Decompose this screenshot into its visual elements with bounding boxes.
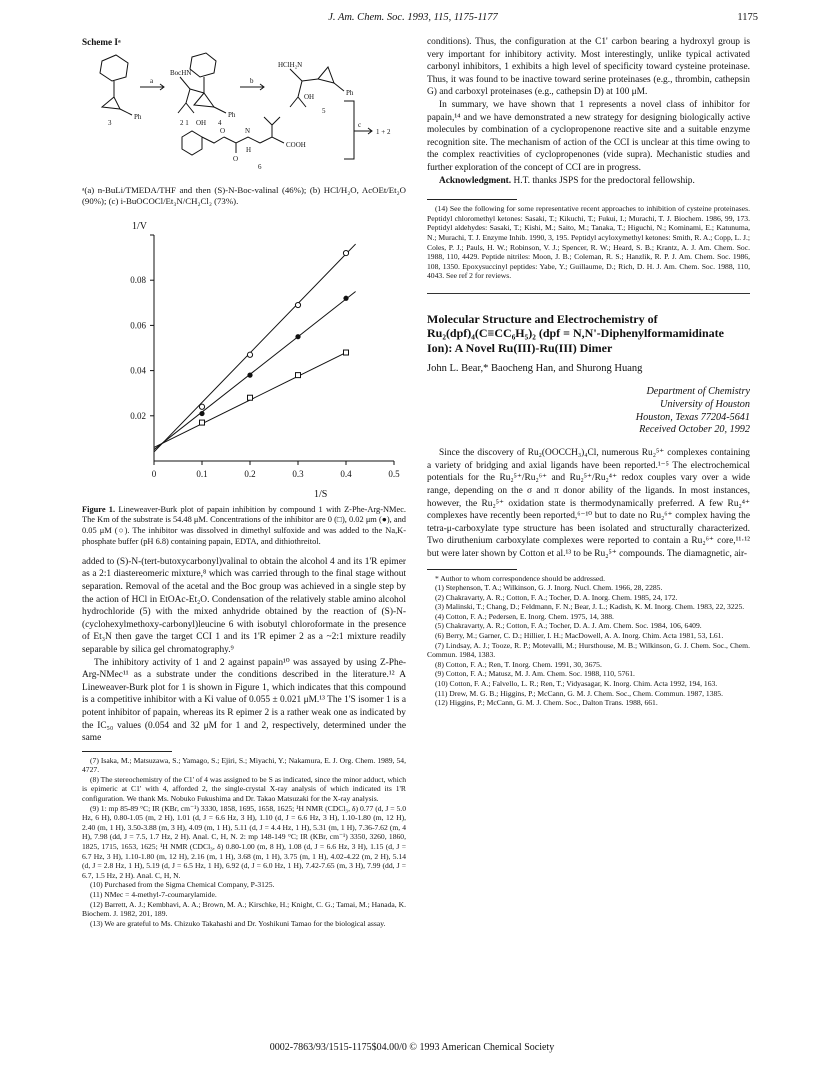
x-tick-label: 0.1 — [196, 468, 208, 479]
data-point-series-2 — [247, 352, 252, 357]
footnote-r4: (4) Cotton, F. A.; Pedersen, E. Inorg. Chem. 1975, 14, 388. — [435, 611, 614, 621]
footnote-7: (7) Isaka, M.; Matsuzawa, S.; Yamago, S.; Ejiri, S.; Miyachi, Y.; Nakamura, E. J. Org. Chem. 1989, 54, 4727. — [82, 755, 406, 775]
hcl-nh2-label: HClH₂N — [278, 60, 303, 69]
acknowledgment — [427, 175, 750, 188]
product-label: 1 + 2 — [376, 127, 391, 136]
article-divider — [427, 293, 750, 294]
footnote-r6: (6) Berry, M.; Garner, C. D.; Hillier, I. H.; MacDowell, A. A. Inorg. Chim. Acta 1981, 53, L61. — [435, 631, 724, 641]
article-authors: John L. Bear,* Baocheng Han, and Shurong Huang — [427, 363, 643, 375]
scheme-title: Scheme Iᵃ — [82, 37, 121, 47]
left-column — [82, 36, 406, 928]
data-point-series-1 — [343, 295, 348, 300]
acknowledgment-text: H.T. thanks JSPS for the predoctoral fellowship. — [513, 175, 695, 186]
left-body-paragraph-2: The inhibitory activity of 1 and 2 against papain¹⁰ was assayed by using Z-Phe-Arg-NMec¹¹ as a substrate under the conditions described in the literature.¹² A Lineweaver-Burk plot for 1 is shown in Figure 1, which indicates that this compound is a competitive inhibitor with a Ki value of 0.055 ± 0.021 μM.¹³ The 1'S isomer 1 is a potent inhibitor of papain, whereas its R epimer 2 is a rather weak one as indicated by the IC₅₀ values (0.054 and 32 μM for 1 and 2, respectively, determined under the same — [82, 657, 406, 744]
left-footnotes — [82, 756, 406, 929]
scheme-caption: ᵃ(a) n-BuLi/TMEDA/THF and then (S)-N-Boc-valinal (46%); (b) HCl/H₂O, AcOEt/Et₂O (90%); (c) i-BuOCOCl/Et₃N/CH₂Cl₂ (73%). — [82, 184, 406, 206]
boc-label: BocHN — [170, 68, 192, 77]
compound-21-label: 2 1 — [180, 118, 189, 127]
data-point-series-0 — [296, 372, 301, 377]
page-footer: 0002-7863/93/1515-1175$04.00/0 © 1993 American Chemical Society — [269, 1042, 555, 1053]
ph-label-5: Ph — [346, 88, 354, 97]
y-tick-label: 0.04 — [130, 365, 146, 376]
step-a-label: a — [150, 76, 154, 85]
footnote-r5: (5) Chakravarty, A. R.; Cotton, F. A.; Tocher, D. A. J. Am. Chem. Soc. 1984, 106, 6409. — [435, 621, 702, 631]
footnote-11: (11) NMec = 4-methyl-7-coumarylamide. — [90, 890, 217, 899]
figure-1-text: Lineweaver-Burk plot of papain inhibition by compound 1 with Z-Phe-Arg-NMec. The Km of the substrate is 54.48 μM. Concentrations of the inhibitor are 0 (□), 0.02 μm (●), and 0.05 μM (○). The inhibitor was dissolved in dimethyl sulfoxide and was added to the Na,K-phosphate buffer (pH 6.8) containing papain, EDTA, and dithiothreitol. — [82, 504, 407, 546]
footnote-r7: (7) Lindsay, A. J.; Tooze, R. P.; Motevalli, M.; Hursthouse, M. B.; Wilkinson, G. J. Chem. Soc., Chem. Commun. 1984, 1383. — [427, 640, 750, 660]
right-column — [427, 36, 750, 708]
step-c-label: c — [358, 120, 362, 129]
x-tick-label: 0.2 — [244, 468, 256, 479]
figure-1-caption — [82, 505, 406, 548]
running-header — [68, 12, 758, 30]
data-point-series-1 — [247, 372, 252, 377]
reaction-scheme — [82, 51, 406, 183]
footnote-12: (12) Barrett, A. J.; Kembhavi, A. A.; Brown, M. A.; Kirschke, H.; Knight, C. G.; Tamai, M.; Hanada, K. Biochem. J. 1982, 201, 189. — [82, 899, 406, 919]
footnote-separator-right — [427, 199, 517, 200]
figure-1-label: Figure 1. — [82, 504, 116, 514]
data-point-series-2 — [343, 250, 348, 255]
affiliation-university: University of Houston — [660, 398, 750, 410]
data-point-series-0 — [200, 420, 205, 425]
affiliation-department: Department of Chemistry — [646, 385, 750, 397]
y-tick-label: 0.06 — [130, 319, 146, 330]
right-footnotes — [427, 574, 750, 708]
step-b-label: b — [250, 76, 254, 85]
article-title: Molecular Structure and Electrochemistry of Ru₂(dpf)₄(C≡CC₆H₅)₂ (dpf = N,N'-Diphenylformamidinate Ion): A Novel Ru(III)-Ru(III) Dimer — [427, 311, 724, 355]
article-body: Since the discovery of Ru₂(OOCCH₃)₄Cl, numerous Ru₂⁵⁺ complexes containing a variety of bridging and axial ligands have been reported.¹⁻⁵ The electrochemical potentials for the Ru₂⁵⁺/Ru₂⁶⁺ and Ru₂⁵⁺/Ru₂⁴⁺ redox couples vary over a wide range, depending on the σ and π donor ability of the ligands. In most instances, however, the Ru₂⁵⁺ oxidation state is thermodynamically preferred. A few Ru₂⁴⁺ complexes have recently been reported,⁶⁻¹⁰ but to date no Ru₂⁶⁺ complex having the tetra-μ-carboxylate type structure has been isolated and structurally characterized. Two diruthenium carboxylate complexes were reported to contain a Ru₂⁶⁺ core,¹¹·¹² but were later shown by Cotton et al.¹³ to be Ru₂⁵⁺ compounds. The diamagnetic, air- — [427, 448, 750, 559]
oh-label-5: OH — [304, 92, 315, 101]
right-body-paragraph-1: conditions). Thus, the configuration at the C1' carbon bearing a hydroxyl group is very important for inhibitory activity. Most interestingly, unlike typical activated carbonyl inhibitors, 1 exhibits a high level of specificity toward cysteine proteinase. Thus, it was found to be inactive toward serine proteinases (e.g., thrombin, cathepsin G) and carboxyl proteinases (e.g., cathepsin D) at 100 μM. — [427, 37, 750, 98]
reaction-scheme-drawing — [82, 51, 406, 183]
data-point-series-0 — [344, 350, 349, 355]
footnote-14: (14) See the following for some representative recent approaches to inhibition of cysteine proteinases. Peptidyl chloromethyl ketones: Sasaki, T.; Kikuchi, T.; Fukui, I.; Murachi, T. J. Biochem. 1986, 99, 173. Peptidyl aldehydes: Sasaki, T.; Kishi, M.; Saito, M.; Tanaka, T.; Higuchi, N.; Kominami, E.; Katunuma, N.; Murachi, T. J. Enzyme Inhib. 1990, 3, 195. Peptidyl acyloxymethyl ketones: Smith, R. A.; Copp, L. J.; Coles, P. J.; Pauls, H. W.; Robinson, V. J.; Spencer, R. W.; Heard, S. B.; Krantz, A. J. Am. Chem. Soc. 1988, 110, 4429. Peptide nitriles: Moon, J. B.; Coleman, R. S.; Hanzlik, R. P. J. Am. Chem. Soc. 1986, 108, 1350. Epoxysuccinyl peptides: Yabe, Y.; Guillaume, D.; Rich, D. H. J. Am. Chem. Soc. 1988, 110, 4043. See ref 2 for reviews. — [427, 204, 750, 281]
figure-1-chart — [82, 215, 406, 501]
footnote-r3: (3) Malinski, T.; Chang, D.; Feldmann, F. N.; Bear, J. L.; Kadish, K. M. Inorg. Chem. 1983, 22, 3225. — [435, 602, 745, 612]
data-point-series-2 — [295, 302, 300, 307]
compound-4-label: 4 — [218, 118, 222, 127]
footnote-9: (9) 1: mp 85-89 °C; IR (KBr, cm⁻¹) 3330, 1858, 1695, 1658, 1625; ¹H NMR (CDCl₃, δ) 0.77 (d, J = 5.0 Hz, 6 H), 0.80-1.05 (m, 2 H), 1.01 (d, J = 6.6 Hz, 3 H), 1.10 (d, J = 6.6 Hz, 3 H), 1.10-1.80 (m, 12 H), 2.40 (m, 1 H), 3.50-3.88 (m, 3 H), 4.09 (m, 1 H), 5.11 (d, J = 4.4 Hz, 1 H), 5.31 (m, 1 H), 7.36-7.62 (m, 4 H), 7.98 (dd, J = 7.5, 1.7 Hz, 2 H). Anal. C, H, N. 2: mp 148-149 °C; IR (KBr, cm⁻¹) 3350, 3260, 1860, 1825, 1715, 1653, 1625; ¹H NMR (CDCl₃, δ) 0.80-1.00 (m, 8 H), 1.08 (d, J = 6.6 Hz, 3 H), 1.15 (d, J = 6.7 Hz, 3 H), 1.10-1.80 (m, 12 H), 2.16 (m, 1 H), 3.68 (m, 1 H), 3.75 (m, 1 H), 4.02-4.22 (m, 2 H), 5.14 (d, J = 2.8 Hz, 1 H), 5.19 (d, J = 6.5 Hz, 1 H), 6.92 (d, J = 6.0 Hz, 1 H), 7.42-7.65 (m, 3 H), 7.99 (dd, J = 6.7, 1.5 Hz, 2 H). Anal. C, H, N. — [82, 803, 406, 880]
page-number: 1175 — [737, 12, 758, 23]
footnote-r8: (8) Cotton, F. A.; Ren, T. Inorg. Chem. 1991, 30, 3675. — [435, 659, 602, 669]
footnote-13: (13) We are grateful to Ms. Chizuko Takahashi and Dr. Yoshikuni Tamao for the biological assay. — [90, 918, 386, 928]
compound-5-label: 5 — [322, 106, 326, 115]
ph-label-4: Ph — [228, 110, 236, 119]
x-tick-label: 0.5 — [388, 468, 400, 479]
footnote-10: (10) Purchased from the Sigma Chemical Company, P-3125. — [90, 880, 275, 890]
y-tick-label: 0.02 — [130, 410, 146, 421]
data-point-series-1 — [199, 411, 204, 416]
o-label-6: O — [220, 126, 226, 135]
journal-citation: J. Am. Chem. Soc. 1993, 115, 1175-1177 — [328, 12, 498, 23]
footnote-8: (8) The stereochemistry of the C1' of 4 was assigned to be S as indicated, since the minor adduct, which is epimeric at C1' with 4, afforded 2, the single-crystal X-ray analysis of which indicated its 1'R configuration. We thank Ms. Nobuko Fukushima and Dr. Takao Matsuzaki for the X-ray analysis. — [82, 774, 406, 804]
ph-label-3: Ph — [134, 112, 142, 121]
footnote-r12: (12) Higgins, P.; McCann, G. M. J. Chem. Soc., Dalton Trans. 1988, 661. — [435, 698, 658, 708]
data-point-series-0 — [248, 395, 253, 400]
y-axis-label: 1/V — [132, 220, 147, 232]
footnote-separator — [82, 751, 172, 752]
data-point-series-2 — [199, 404, 204, 409]
fit-line-series-1 — [154, 291, 356, 449]
h-label-6: H — [246, 145, 252, 154]
footnote-r10: (10) Cotton, F. A.; Falvello, L. R.; Ren, T.; Vidyasagar, K. Inorg. Chim. Acta 1992, 194, 163. — [435, 679, 718, 689]
cooh-label: COOH — [286, 140, 306, 149]
received-date: Received October 20, 1992 — [639, 424, 750, 436]
lineweaver-burk-plot — [82, 215, 406, 501]
x-tick-label: 0.4 — [340, 468, 352, 479]
data-point-series-1 — [295, 334, 300, 339]
acknowledgment-label: Acknowledgment. — [439, 175, 512, 186]
footnote-r1: (1) Stephenson, T. A.; Wilkinson, G. J. Inorg. Nucl. Chem. 1966, 28, 2285. — [435, 583, 663, 593]
compound-6-label: 6 — [258, 162, 262, 171]
footnote-author: * Author to whom correspondence should be addressed. — [435, 573, 605, 583]
affiliation — [427, 386, 750, 437]
n-label-6: N — [245, 126, 251, 135]
x-tick-label: 0 — [151, 468, 157, 479]
footnote-r9: (9) Cotton, F. A.; Matusz, M. J. Am. Chem. Soc. 1988, 110, 5761. — [435, 669, 635, 679]
o-carbonyl-label-6: O — [233, 154, 239, 163]
x-axis-label: 1/S — [314, 488, 328, 500]
x-tick-label: 0.3 — [292, 468, 304, 479]
fit-line-series-2 — [154, 244, 356, 452]
right-body-paragraph-2: In summary, we have shown that 1 represents a novel class of inhibitor for papain,¹⁴ and we have demonstrated a new strategy for designing biologically active molecules by combination of a cyclopropenone reactive site and a suitable enzyme recognition site. The mechanism of action of the CCI is unclear at this time owing to the complex reactivities of cyclopropenones (vide supra). Mechanistic studies and further exploration of the concept of CCI are in progress. — [427, 99, 750, 173]
affiliation-city: Houston, Texas 77204-5641 — [635, 411, 750, 423]
footnote-r11: (11) Drew, M. G. B.; Higgins, P.; McCann, G. M. J. Chem. Soc., Chem. Commun. 1987, 1385. — [435, 688, 723, 698]
oh-label-4: OH — [196, 118, 207, 127]
y-tick-label: 0.08 — [130, 274, 146, 285]
left-body-paragraph-1: added to (S)-N-(tert-butoxycarbonyl)valinal to obtain the alcohol 4 and its 1'R epimer as a 2:1 diastereomeric mixture,⁸ which was carried through to the final stage without separation. Removal of the acetal and the Boc group was achieved in a single step by the action of HCl in EtOAc-Et₂O. Condensation of the relatively stable amino alcohol hydrochloride (5) with the mixed anhydride obtained by the reaction of (S)-N-(cyclohexylmethoxy-carbonyl)leucine 6 with isobutyl chloroformate in the presence of Et₃N then gave the target CCI 1 and its 1'R epimer 2 as a ~2:1 mixture readily separable by silica gel chromatography.⁹ — [82, 556, 406, 655]
compound-3-label: 3 — [108, 118, 112, 127]
footnote-r2: (2) Chakravarty, A. R.; Cotton, F. A.; Tocher, D. A. Inorg. Chem. 1985, 24, 172. — [435, 592, 678, 602]
footnote-separator-right-2 — [427, 569, 517, 570]
